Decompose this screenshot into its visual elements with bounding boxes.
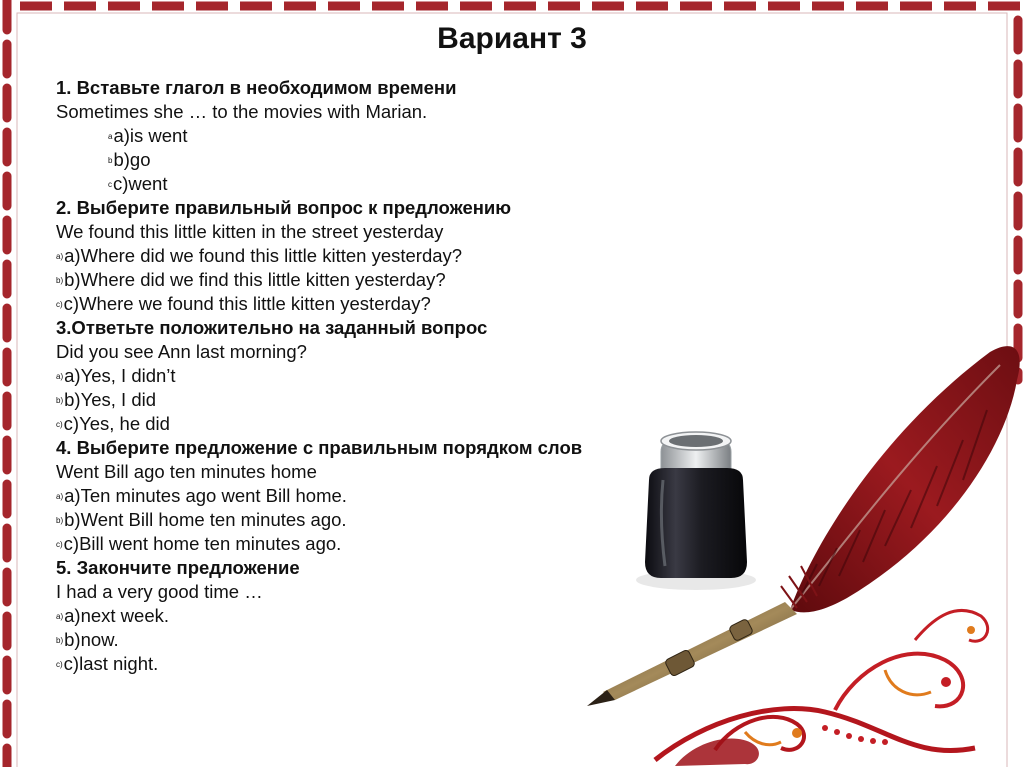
question-prompt: 3.Ответьте положительно на заданный вопрос [56,317,488,338]
option-text: b)Where did we find this little kitten yesterday? [64,269,446,290]
option-text: b)now. [64,629,119,650]
question-prompt: 2. Выберите правильный вопрос к предложению [56,197,512,218]
option-marker: c) [56,540,63,550]
option-text: c)Bill went home ten minutes ago. [63,533,342,554]
question-prompt: 5. Закончите предложение [56,557,300,578]
option-marker: a [108,132,113,142]
question-sentence: We found this little kitten in the street yesterday [56,221,444,242]
question-2 [56,196,646,316]
option-text: c)last night. [63,653,159,674]
option-text: b)Went Bill home ten minutes ago. [64,509,347,530]
option-text: c)Yes, he did [63,413,170,434]
question-5 [56,556,646,676]
question-prompt: 4. Выберите предложение с правильным порядком слов [56,437,583,458]
option-c [56,532,646,556]
option-a [56,364,646,388]
option-a [56,604,646,628]
option-text: a)Ten minutes ago went Bill home. [64,485,347,506]
option-marker: a) [56,492,64,502]
option-text: b)Yes, I did [64,389,157,410]
option-c [56,292,646,316]
quiz-content [56,76,646,676]
question-prompt: 1. Вставьте глагол в необходимом времени [56,77,457,98]
option-text: a)Yes, I didn’t [64,365,176,386]
question-sentence: Went Bill ago ten minutes home [56,461,317,482]
slide-title: Вариант 3 [437,22,587,55]
option-marker: a) [56,252,64,262]
option-text: a)next week. [64,605,170,626]
option-a [56,124,646,148]
option-text: b)go [113,149,151,170]
option-marker: c) [56,420,63,430]
option-c [56,652,646,676]
option-marker: c) [56,300,63,310]
option-marker: b [108,156,113,166]
option-a [56,244,646,268]
option-text: c)went [113,173,168,194]
option-c [56,172,646,196]
question-1 [56,76,646,196]
question-sentence: I had a very good time … [56,581,263,602]
option-marker: b) [56,636,64,646]
option-b [56,388,646,412]
option-text: c)Where we found this little kitten yesterday? [63,293,431,314]
question-sentence: Did you see Ann last morning? [56,341,307,362]
question-sentence: Sometimes she … to the movies with Marian. [56,101,428,122]
question-4 [56,436,646,556]
option-b [56,508,646,532]
option-marker: b) [56,276,64,286]
option-marker: b) [56,396,64,406]
option-c [56,412,646,436]
option-a [56,484,646,508]
option-text: a)is went [113,125,188,146]
option-b [56,628,646,652]
option-b [56,148,646,172]
option-marker: a) [56,612,64,622]
quill-and-inkwell-illustration [585,340,1024,767]
option-text: a)Where did we found this little kitten yesterday? [64,245,463,266]
option-b [56,268,646,292]
inkwell-icon [636,432,756,590]
ornament-swirl-icon [655,610,988,766]
option-marker: a) [56,372,64,382]
option-marker: c [108,180,112,190]
question-3 [56,316,646,436]
option-marker: b) [56,516,64,526]
option-marker: c) [56,660,63,670]
